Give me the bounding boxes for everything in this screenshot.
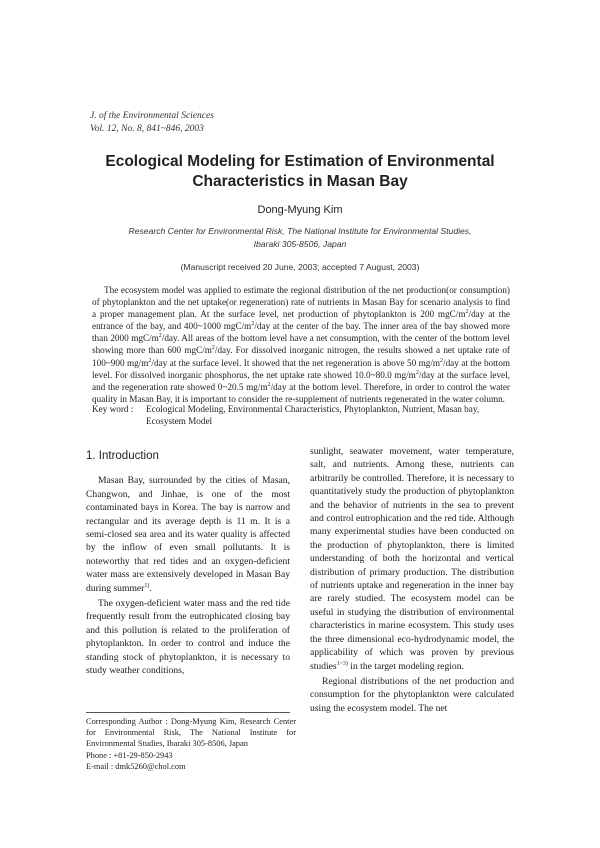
abstract-text: /day at the bottom level. Therefore, in order to control the water quality in Masan Bay, it is important to consider the re-supplement of nutrients regenerated in the water column. [92, 381, 510, 404]
body-text: in the target modeling region. [347, 660, 464, 672]
abstract-text: /day at the center of the bay. The inner area of the bay showed more than 2000 mgC/m [92, 321, 510, 344]
abstract-paragraph [92, 284, 510, 405]
footnote-divider [86, 712, 290, 713]
abstract-text: /day at the surface level, and the regeneration rate showed 0~20.5 mg/m [92, 369, 510, 392]
left-column [86, 450, 290, 680]
journal-name: J. of the Environmental Sciences [90, 111, 214, 121]
affiliation [80, 225, 520, 250]
author-name: Dong-Myung Kim [257, 204, 343, 216]
intro-paragraph-2: The oxygen-deficient water mass and the red tide frequently result from the eutrophicated closing bay and this pollution is related to the proliferation of phytoplankton. In order to control and induce the standing stock of phytoplankton, it is necessary to study weather conditions, [86, 598, 290, 677]
affiliation-line-1: Research Center for Environmental Risk, The National Institute for Environmental Studies, [128, 226, 472, 236]
footnote-phone: Phone : +81-29-850-2943 [86, 750, 173, 760]
superscript: 2 [465, 309, 469, 316]
footnote-email: E-mail : dmk5260@chol.com [86, 761, 186, 771]
superscript: 2 [267, 381, 271, 388]
paper-title [60, 152, 540, 192]
superscript: 2 [148, 357, 152, 364]
manuscript-dates: (Manuscript received 20 June, 2003; accepted 7 August, 2003) [180, 262, 420, 272]
keywords-list: Ecological Modeling, Environmental Characteristics, Phytoplankton, Nutrient, Masan bay, Ecosystem Model [146, 404, 480, 426]
corresponding-author-footnote [86, 716, 296, 772]
abstract-text: /day. All areas of the bottom level have a net consumption, with the center of the bottom level showing more than 600 mgC/m [92, 333, 510, 356]
abstract-text: /day at the surface level. It showed that the net regeneration is above 50 mg/m [151, 357, 441, 368]
section-heading: 1. Introduction [86, 450, 159, 462]
affiliation-line-2: Ibaraki 305-8506, Japan [253, 238, 347, 249]
intro-paragraph-2-continued [310, 445, 514, 673]
abstract [92, 284, 510, 405]
superscript: 2 [415, 369, 419, 376]
abstract-text: /day at the bottom level. For dissolved inorganic phosphorus, the net uptake rate showed 10.0~80.0 mg/m [92, 357, 510, 380]
journal-header [90, 110, 214, 136]
keywords-label: Key word : [92, 404, 134, 414]
intro-paragraph-1 [86, 474, 290, 595]
body-text: sunlight, seawater movement, water temperature, salt, and nutrients. Among these, nutrients can arbitrarily be controlled. Therefore, it is necessary to quantitatively study the production of phytoplankton and the behavior of nutrients in the sea to prevent and control eutrophication and the red tide. Although many experimental studies have been conducted on the production of phytoplankton, there is limited understanding of both the horizontal and vertical distribution of primary production. The distribution of nutrients uptake and regeneration in the inner bay are rarely studied. The ecosystem model can be useful in studying the distribution of environmental characteristics in marine ecosystem. This study uses the three dimensional eco-hydrodynamic model, the applicability of which was proven by previous studies [310, 446, 514, 672]
body-text: . [149, 582, 152, 594]
superscript: 2 [251, 321, 255, 328]
footnote-author: Corresponding Author : Dong-Myung Kim, Research Center for Environmental Risk, The National Institute for Environmental Studies, Ibaraki 305-8506, Japan [86, 717, 296, 749]
title-line-2: Characteristics in Masan Bay [192, 173, 408, 190]
superscript: 2 [211, 345, 215, 352]
superscript: 2 [440, 357, 444, 364]
body-text: Masan Bay, surrounded by the cities of Masan, Changwon, and Jinhae, is one of the most contaminated bays in Korea. The bay is narrow and rectangular and its average depth is 11 m. It is a semi-closed sea area and its water quality is affected by the inflow of even small pollutants. It is noteworthy that red tides and an oxygen-deficient water mass are extensively developed in Masan Bay during summer [86, 475, 290, 594]
abstract-text: /day at the entrance of the bay, and 400~1000 mgC/m [92, 309, 510, 332]
journal-volume: Vol. 12, No. 8, 841~846, 2003 [90, 124, 204, 134]
abstract-text: /day. For dissolved inorganic nitrogen, the results showed a net uptake rate of 100~900 mg/m [92, 345, 510, 368]
title-line-1: Ecological Modeling for Estimation of Environmental [105, 153, 495, 170]
keywords [92, 403, 510, 427]
citation: 1~3) [336, 660, 348, 667]
intro-paragraph-3: Regional distributions of the net production and consumption for the phytoplankton were calculated using the ecosystem model. The net [310, 675, 514, 714]
citation: 1) [144, 582, 150, 589]
superscript: 2 [158, 333, 162, 340]
abstract-text: The ecosystem model was applied to estimate the regional distribution of the net production(or consumption) of phytoplankton and the net uptake(or regeneration) rate of nutrients in Masan Bay for scenario analysis to find a proper management plan. At the surface level, net production of phytoplankton is 200 mgC/m [92, 285, 510, 320]
right-column [310, 445, 514, 717]
